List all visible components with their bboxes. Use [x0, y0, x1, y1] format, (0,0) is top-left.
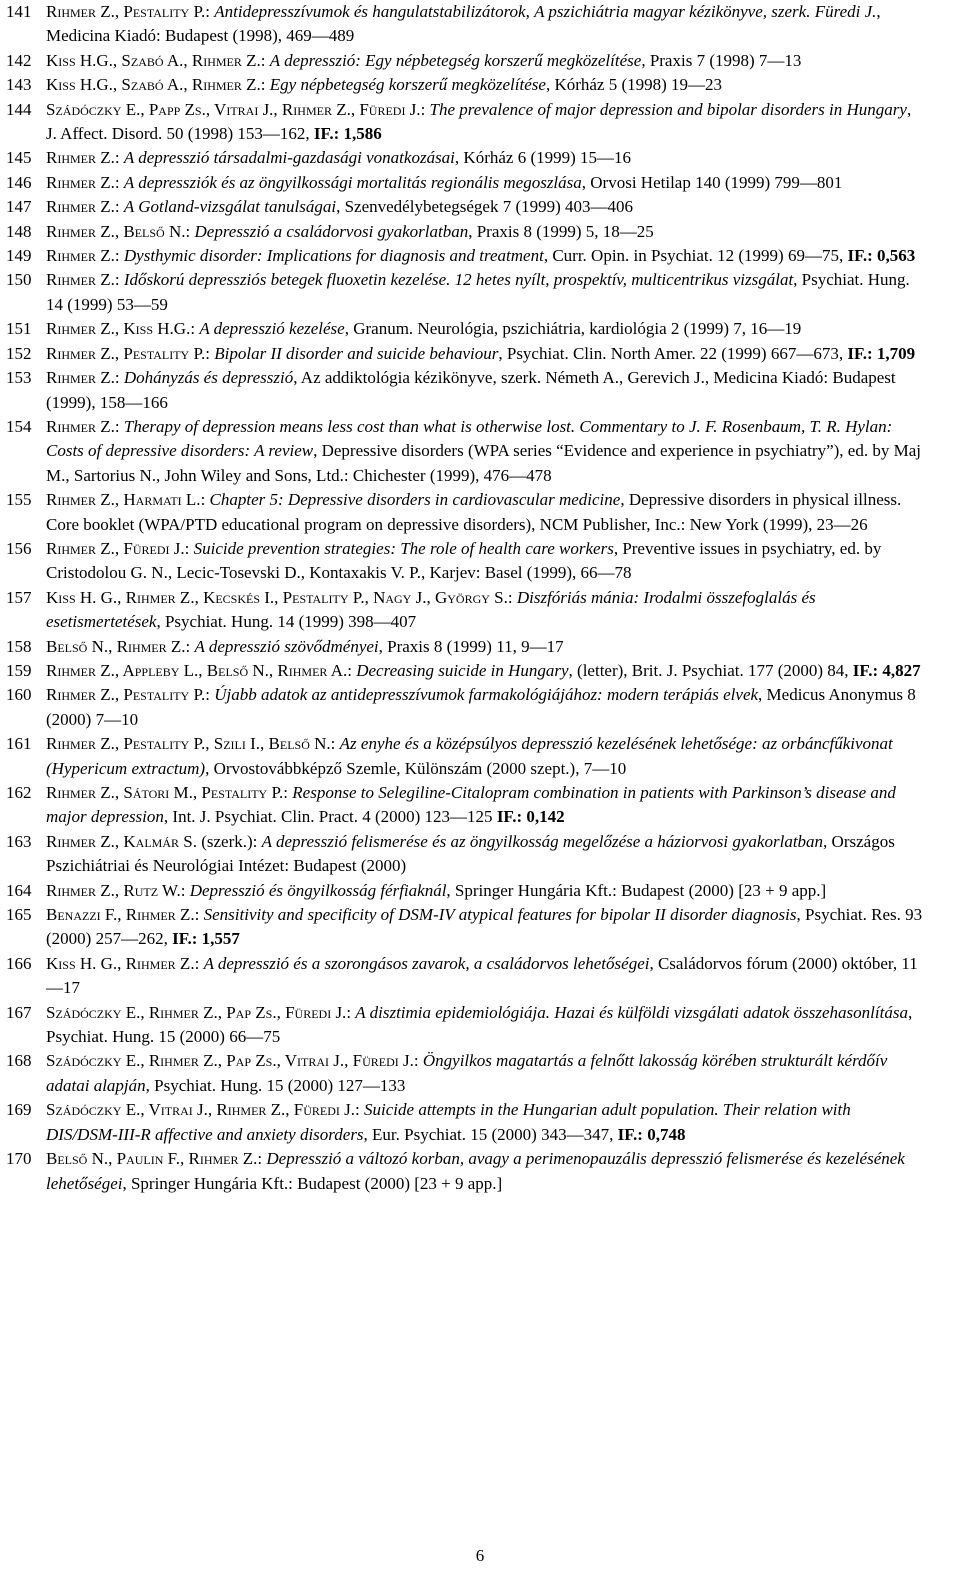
reference-source: , Országos Pszichiátriai és Neurológiai Intézet: Budapest (2000)	[46, 831, 895, 876]
reference-title: Depresszió a változó korban, avagy a perimenopauzális depresszió felismerése és kezelésének lehetőségei	[46, 1149, 905, 1193]
reference-list	[6, 0, 926, 1196]
reference-item	[6, 171, 926, 195]
impact-factor: IF.: 0,142	[496, 807, 565, 827]
reference-item	[6, 586, 926, 635]
reference-source: :	[114, 172, 124, 192]
reference-number: 164	[6, 880, 32, 900]
reference-authors: Rihmer Z., Pestality P., Szili I., Belső N.	[46, 734, 331, 754]
reference-item	[6, 879, 926, 903]
reference-source: :	[330, 734, 340, 754]
reference-source: , Granum. Neurológia, pszichiátria, kardiológia 2 (1999) 7, 16—19	[344, 319, 802, 339]
reference-source: :	[185, 636, 195, 656]
reference-source: :	[114, 270, 124, 290]
reference-authors: Rihmer Z., Appleby L., Belső N., Rihmer A.	[46, 660, 348, 680]
reference-item	[6, 1001, 926, 1050]
reference-authors: Kiss H.G., Szabó A., Rihmer Z.	[46, 50, 261, 70]
reference-source: :	[184, 538, 194, 558]
reference-number: 150	[6, 270, 32, 290]
reference-text	[46, 366, 926, 415]
reference-number: 146	[6, 172, 32, 192]
reference-authors: Szádóczky E., Rihmer Z., Pap Zs., Füredi J.	[46, 1002, 347, 1022]
reference-authors: Rihmer Z., Kiss H.G.	[46, 319, 191, 339]
reference-item	[6, 952, 926, 1001]
reference-text	[46, 879, 926, 903]
reference-number: 159	[6, 660, 32, 680]
reference-title: Antidepresszívumok és hangulatstabilizátorok	[214, 2, 526, 21]
reference-text	[46, 268, 926, 317]
reference-title: Időskorú depressziós betegek fluoxetin kezelése. 12 hetes nyílt, prospektív, multicentrikus vizsgálat	[123, 270, 794, 290]
reference-authors: Rihmer Z.	[46, 148, 115, 168]
reference-title: Öngyilkos magatartás a felnőtt lakosság körében strukturált kérdőív adatai alapján	[46, 1051, 888, 1095]
reference-text	[46, 659, 926, 683]
reference-item	[6, 830, 926, 879]
reference-source: :	[114, 197, 124, 217]
reference-source: :	[355, 1100, 365, 1120]
impact-factor: IF.: 1,709	[847, 343, 916, 363]
reference-authors: Rihmer Z.	[46, 197, 115, 217]
reference-title: A disztimia epidemiológiája. Hazai és külföldi vizsgálati adatok összehasonlítása	[355, 1002, 908, 1022]
reference-text	[46, 49, 926, 73]
reference-authors: Rihmer Z., Pestality P.	[46, 343, 206, 363]
reference-source: :	[347, 660, 357, 680]
reference-source: , Az addiktológia kézikönyve, szerk. Németh A., Gerevich J., Medicina Kiadó: Budapest (1999), 158—166	[46, 368, 896, 412]
reference-text	[46, 195, 926, 219]
reference-source: , Psychiat. Hung. 14 (1999) 53—59	[46, 270, 910, 314]
reference-source: , Praxis 8 (1999) 11, 9—17	[378, 636, 564, 656]
reference-source: , J. Affect. Disord. 50 (1998) 153—162,	[46, 99, 912, 144]
reference-number: 151	[6, 319, 32, 339]
reference-number: 147	[6, 197, 32, 217]
reference-text	[46, 220, 926, 244]
reference-authors: Szádóczky E., Rihmer Z., Pap Zs., Vitrai J., Füredi J.	[46, 1051, 414, 1071]
reference-source: :	[114, 416, 124, 436]
reference-source: :	[507, 587, 517, 607]
reference-title: Chapter 5: Depressive disorders in cardiovascular medicine	[209, 490, 621, 510]
reference-item	[6, 488, 926, 537]
reference-source: :	[180, 880, 190, 900]
reference-text	[46, 171, 926, 195]
reference-text	[46, 488, 926, 537]
reference-text	[46, 1147, 926, 1196]
reference-source: , Psychiat. Hung. 15 (2000) 127—133	[145, 1075, 406, 1095]
reference-authors: Szádóczky E., Vitrai J., Rihmer Z., Füredi J.	[46, 1100, 356, 1120]
reference-number: 158	[6, 636, 32, 656]
reference-source: , Curr. Opin. in Psychiat. 12 (1999) 69—75,	[543, 246, 848, 266]
reference-number: 162	[6, 783, 32, 802]
reference-number: 156	[6, 538, 32, 558]
reference-source: (szerk.):	[196, 831, 262, 851]
reference-title: A Gotland-vizsgálat tanulságai	[123, 197, 337, 217]
reference-title: The prevalence of major depression and bipolar disorders in Hungary	[429, 99, 907, 119]
reference-authors: Belső N., Paulin F., Rihmer Z.	[46, 1149, 258, 1169]
reference-text	[46, 952, 926, 1001]
reference-number: 166	[6, 953, 32, 973]
reference-item	[6, 903, 926, 952]
impact-factor: IF.: 1,586	[313, 124, 382, 144]
reference-authors: Rihmer Z., Pestality P.	[46, 2, 206, 21]
reference-item	[6, 732, 926, 781]
reference-source: :	[346, 1002, 356, 1022]
reference-source: :	[420, 99, 430, 119]
reference-text	[46, 1001, 926, 1050]
reference-title: Az enyhe és a középsúlyos depresszió kezelésének lehetősége: az orbáncfűkivonat (Hypericum extractum)	[46, 734, 893, 778]
reference-number: 160	[6, 685, 32, 705]
reference-authors: Belső N., Rihmer Z.	[46, 636, 186, 656]
reference-number: 170	[6, 1149, 32, 1169]
impact-factor: IF.: 4,827	[852, 660, 921, 680]
reference-item	[6, 781, 926, 830]
reference-number: 142	[6, 50, 32, 70]
reference-title: Diszfóriás mánia: Irodalmi összefoglalás és esetismertetések	[46, 587, 816, 632]
reference-authors: Rihmer Z.	[46, 172, 115, 192]
reference-title: A pszichiátria magyar kézikönyve, szerk. Füredi J.	[534, 2, 877, 21]
reference-source: :	[194, 953, 204, 973]
reference-authors: Benazzi F., Rihmer Z.	[46, 905, 195, 925]
page-number: 6	[475, 1546, 485, 1565]
reference-title: Depresszió és öngyilkosság férfiaknál	[189, 880, 447, 900]
reference-authors: Kiss H.G., Szabó A., Rihmer Z.	[46, 75, 261, 95]
reference-source: :	[190, 319, 200, 339]
reference-source: , Kórház 6 (1999) 15—16	[454, 148, 632, 168]
impact-factor: IF.: 1,557	[172, 929, 240, 949]
reference-title: Sensitivity and specificity of DSM-IV atypical features for bipolar II disorder diagnosis	[203, 905, 797, 925]
reference-authors: Rihmer Z., Rutz W.	[46, 880, 181, 900]
reference-source: , Int. J. Psychiat. Clin. Pract. 4 (2000) 123—125	[163, 807, 497, 827]
reference-title: Response to Selegiline-Citalopram combination in patients with Parkinson’s disease and major depression	[46, 783, 896, 827]
reference-item	[6, 635, 926, 659]
reference-text	[46, 73, 926, 97]
reference-source: , Eur. Psychiat. 15 (2000) 343—347,	[363, 1124, 618, 1144]
reference-authors: Rihmer Z., Belső N.	[46, 221, 186, 241]
reference-title: Egy népbetegség korszerű megközelítése	[269, 75, 546, 95]
reference-number: 148	[6, 221, 32, 241]
reference-number: 145	[6, 148, 32, 168]
reference-title: Therapy of depression means less cost than what is otherwise lost. Commentary to J. F. Rosenbaum, T. R. Hylan: Costs of depressive disorders: A review	[46, 416, 893, 461]
reference-item	[6, 1098, 926, 1147]
reference-text	[46, 683, 926, 732]
reference-number: 157	[6, 587, 32, 607]
reference-source: :	[413, 1051, 423, 1071]
reference-item	[6, 0, 926, 49]
reference-item	[6, 1147, 926, 1196]
reference-authors: Kiss H. G., Rihmer Z., Kecskés I., Pestality P., Nagy J., György S.	[46, 587, 508, 607]
reference-source: , Családorvos fórum (2000) október, 11—17	[46, 953, 918, 998]
reference-text	[46, 1098, 926, 1147]
reference-title: Újabb adatok az antidepresszívumok farmakológiájához: modern terápiás elvek	[214, 685, 759, 705]
reference-source: , Preventive issues in psychiatry, ed. by Cristodolou G. N., Lecic-Tosevski D., Kontaxakis V. P., Karjev: Basel (1999), 66—78	[46, 538, 882, 583]
reference-source: :	[185, 221, 195, 241]
reference-source: , Depressive disorders in physical illness. Core booklet (WPA/PTD educational program on depressive disorders), NCM Publisher, Inc.: New York (1999), 23—26	[46, 490, 902, 534]
reference-source: , Springer Hungária Kft.: Budapest (2000) [23 + 9 app.]	[446, 880, 827, 900]
reference-source: :	[257, 1149, 267, 1169]
reference-authors: Rihmer Z.	[46, 270, 115, 290]
reference-text	[46, 98, 926, 147]
reference-text	[46, 537, 926, 586]
reference-title: Dysthymic disorder: Implications for diagnosis and treatment	[123, 246, 544, 266]
reference-source: , Orvostovábbképző Szemle, Különszám (2000 szept.), 7—10	[205, 758, 627, 778]
reference-item	[6, 683, 926, 732]
reference-item	[6, 146, 926, 170]
reference-number: 169	[6, 1100, 32, 1120]
reference-item	[6, 268, 926, 317]
reference-title: Depresszió a családorvosi gyakorlatban	[194, 221, 469, 241]
reference-source: :	[194, 905, 204, 925]
reference-source: ,	[525, 2, 535, 21]
impact-factor: IF.: 0,748	[617, 1124, 686, 1144]
reference-item	[6, 366, 926, 415]
reference-text	[46, 732, 926, 781]
reference-source: , Psychiat. Clin. North Amer. 22 (1999) 667—673,	[498, 343, 848, 363]
reference-text	[46, 244, 926, 268]
reference-source: , Szenvedélybetegségek 7 (1999) 403—406	[336, 197, 634, 217]
reference-authors: Rihmer Z., Füredi J.	[46, 538, 185, 558]
reference-authors: Rihmer Z., Sátori M., Pestality P.	[46, 783, 284, 802]
reference-number: 152	[6, 343, 32, 363]
reference-text	[46, 903, 926, 952]
reference-item	[6, 415, 926, 488]
reference-source: , Kórház 5 (1998) 19—23	[545, 75, 723, 95]
reference-title: A depresszió kezelése	[199, 319, 345, 339]
reference-number: 167	[6, 1002, 32, 1022]
reference-authors: Kiss H. G., Rihmer Z.	[46, 953, 195, 973]
reference-title: A depressziók és az öngyilkossági mortalitás regionális megoszlása	[123, 172, 582, 192]
reference-source: , Depressive disorders (WPA series “Evidence and experience in psychiatry”), ed. by Maj M., Sartorius N., John Wiley and Sons, Ltd.: Chichester (1999), 476—478	[46, 441, 921, 485]
reference-source: :	[114, 368, 124, 388]
reference-item	[6, 1049, 926, 1098]
reference-source: :	[205, 343, 215, 363]
reference-number: 154	[6, 416, 32, 436]
impact-factor: IF.: 0,563	[847, 246, 916, 266]
reference-source: :	[260, 75, 270, 95]
reference-source: , Psychiat. Res. 93 (2000) 257—262,	[46, 905, 923, 949]
reference-source: , Psychiat. Hung. 15 (2000) 66—75	[46, 1002, 913, 1047]
reference-source: :	[205, 685, 215, 705]
reference-source: :	[283, 783, 293, 802]
reference-source: , Psychiat. Hung. 14 (1999) 398—407	[156, 612, 417, 632]
reference-source: :	[114, 246, 124, 266]
reference-item	[6, 659, 926, 683]
reference-authors: Szádóczky E., Papp Zs., Vitrai J., Rihmer Z., Füredi J.	[46, 99, 421, 119]
reference-authors: Rihmer Z.	[46, 246, 115, 266]
reference-number: 168	[6, 1051, 32, 1071]
reference-text	[46, 781, 926, 830]
reference-title: Bipolar II disorder and suicide behaviour	[214, 343, 499, 363]
reference-title: A depresszió felismerése és az öngyilkosság megelőzése a háziorvosi gyakorlatban	[261, 831, 824, 851]
reference-title: Suicide prevention strategies: The role of health care workers	[193, 538, 614, 558]
reference-text	[46, 586, 926, 635]
reference-number: 141	[6, 2, 32, 21]
reference-source: :	[260, 50, 270, 70]
reference-source: , Springer Hungária Kft.: Budapest (2000) [23 + 9 app.]	[122, 1173, 503, 1193]
reference-text	[46, 635, 926, 659]
reference-title: A depresszió társadalmi-gazdasági vonatkozásai	[123, 148, 455, 168]
reference-source: :	[200, 490, 210, 510]
reference-item	[6, 220, 926, 244]
reference-text	[46, 146, 926, 170]
reference-item	[6, 342, 926, 366]
reference-item	[6, 98, 926, 147]
reference-text	[46, 342, 926, 366]
reference-title: A depresszió szövődményei	[194, 636, 379, 656]
reference-number: 161	[6, 734, 32, 754]
reference-item	[6, 317, 926, 341]
reference-number: 165	[6, 905, 32, 925]
reference-text	[46, 0, 926, 49]
reference-number: 153	[6, 368, 32, 388]
reference-source: , (letter), Brit. J. Psychiat. 177 (2000) 84,	[568, 660, 853, 680]
reference-text	[46, 1049, 926, 1098]
reference-source: , Medicus Anonymus 8 (2000) 7—10	[46, 685, 916, 729]
reference-source: :	[205, 2, 215, 21]
reference-authors: Rihmer Z.	[46, 368, 115, 388]
reference-number: 155	[6, 490, 32, 510]
reference-number: 149	[6, 246, 32, 266]
reference-source: , Orvosi Hetilap 140 (1999) 799—801	[581, 172, 843, 192]
reference-source: :	[114, 148, 124, 168]
reference-number: 143	[6, 75, 32, 95]
reference-item	[6, 49, 926, 73]
reference-source: , Praxis 7 (1998) 7—13	[641, 50, 802, 70]
reference-source: , Medicina Kiadó: Budapest (1998), 469—489	[46, 2, 881, 46]
reference-number: 144	[6, 99, 32, 119]
reference-text	[46, 415, 926, 488]
reference-authors: Rihmer Z.	[46, 416, 115, 436]
reference-title: Dohányzás és depresszió	[123, 368, 294, 388]
reference-title: Decreasing suicide in Hungary	[356, 660, 569, 680]
reference-title: A depresszió és a szorongásos zavarok, a családorvos lehetőségei	[203, 953, 650, 973]
reference-authors: Rihmer Z., Harmati L.	[46, 490, 201, 510]
reference-number: 163	[6, 831, 32, 851]
reference-text	[46, 317, 926, 341]
reference-title: Suicide attempts in the Hungarian adult population. Their relation with DIS/DSM-III-R affective and anxiety disorders	[46, 1100, 851, 1144]
reference-authors: Rihmer Z., Pestality P.	[46, 685, 206, 705]
reference-title: A depresszió: Egy népbetegség korszerű megközelítése	[269, 50, 642, 70]
reference-item	[6, 244, 926, 268]
reference-item	[6, 73, 926, 97]
reference-item	[6, 537, 926, 586]
reference-item	[6, 195, 926, 219]
reference-text	[46, 830, 926, 879]
reference-source: , Praxis 8 (1999) 5, 18—25	[468, 221, 654, 241]
reference-authors: Rihmer Z., Kalmár S.	[46, 831, 197, 851]
